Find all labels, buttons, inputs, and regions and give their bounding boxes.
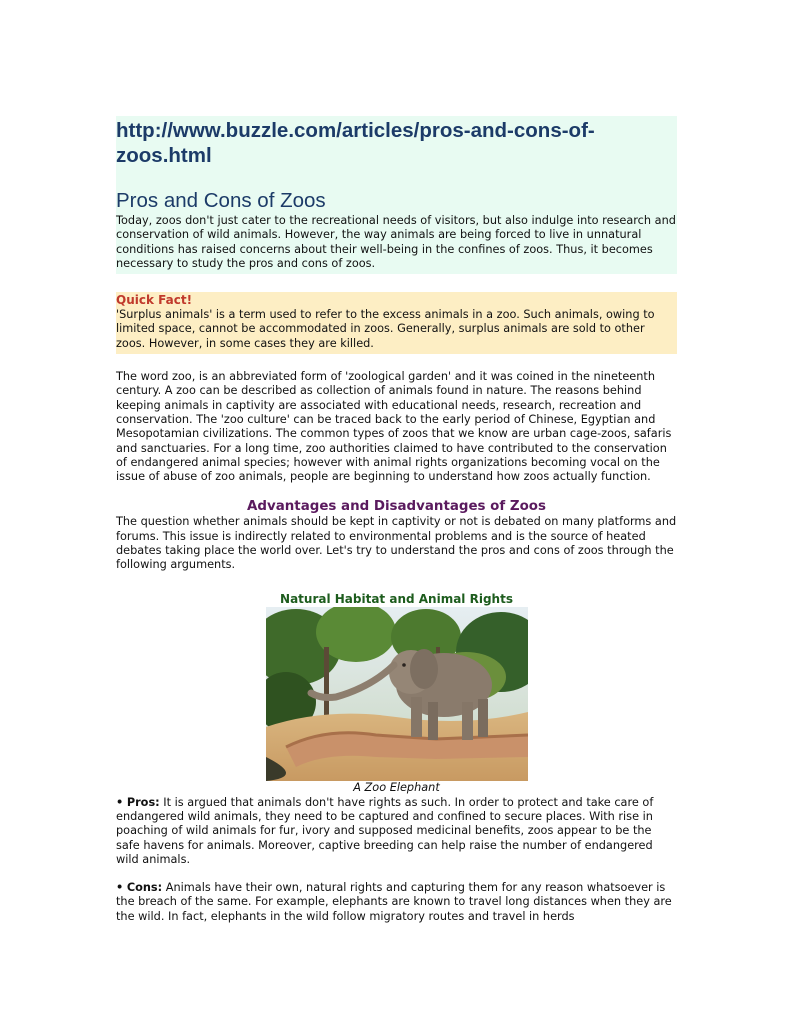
subsection-heading: Natural Habitat and Animal Rights	[280, 591, 513, 606]
bullet-dot: •	[116, 795, 124, 809]
cons-item	[116, 881, 677, 924]
pros-text: It is argued that animals don't have rights as such. In order to protect and take care of endangered wild animals, they need to be captured and confined to secure places. With rise in poaching of wild animals for fur, ivory and supposed medicinal benefits, zoos appear to be the safe havens for animals. Moreover, captive breeding can help raise the number of endangered wild animals.	[116, 795, 654, 866]
elephant-figure	[116, 607, 677, 795]
page-title: Pros and Cons of Zoos	[116, 189, 326, 212]
header-box	[116, 116, 677, 274]
debate-paragraph: The question whether animals should be kept in captivity or not is debated on many platforms and forums. This issue is indirectly related to environmental problems and is the source of heated debates taking place the world over. Let's try to understand the pros and cons of zoos through the following arguments.	[116, 515, 677, 572]
zoo-definition-paragraph: The word zoo, is an abbreviated form of 'zoological garden' and it was coined in the nineteenth century. A zoo can be described as collection of animals found in nature. The reasons behind keeping animals in captivity are associated with educational needs, research, recreation and conservation. The 'zoo culture' can be traced back to the early period of Chinese, Egyptian and Mesopotamian civilizations. The common types of zoos that we know are urban cage-zoos, safaris and sanctuaries. For a long time, zoo authorities claimed to have contributed to the conservation of endangered animal species; however with animal rights organizations becoming vocal on the issue of abuse of zoo animals, people are beginning to understand how zoos actually function.	[116, 370, 672, 484]
document-page	[116, 116, 677, 924]
cons-text: Animals have their own, natural rights and capturing them for any reason whatsoever is the breach of the same. For example, elephants are known to travel long distances when they are the wild. In fact, elephants in the wild follow migratory routes and travel in herds	[116, 881, 672, 923]
bullet-dot: •	[116, 881, 124, 895]
quick-fact-text: 'Surplus animals' is a term used to refer to the excess animals in a zoo. Such animals, owing to limited space, cannot be accommodated in zoos. Generally, surplus animals are sold to other zoos. However, in some cases they are killed.	[116, 308, 655, 350]
pros-label: Pros:	[126, 795, 160, 809]
section-heading: Advantages and Disadvantages of Zoos	[247, 499, 546, 515]
image-caption: A Zoo Elephant	[353, 780, 440, 794]
elephant-photo	[266, 607, 528, 781]
quick-fact-title: Quick Fact!	[116, 293, 193, 308]
quick-fact-box	[116, 292, 677, 354]
intro-paragraph: Today, zoos don't just cater to the recreational needs of visitors, but also indulge into research and conservation of wild animals. However, the way animals are being forced to live in unnatural conditions has raised concerns about their well-being in the confines of zoos. Thus, it becomes necessary to study the pros and cons of zoos.	[116, 214, 676, 270]
cons-label: Cons:	[126, 881, 163, 895]
source-url: http://www.buzzle.com/articles/pros-and-cons-of-zoos.html	[116, 119, 595, 167]
pros-item	[116, 796, 677, 867]
